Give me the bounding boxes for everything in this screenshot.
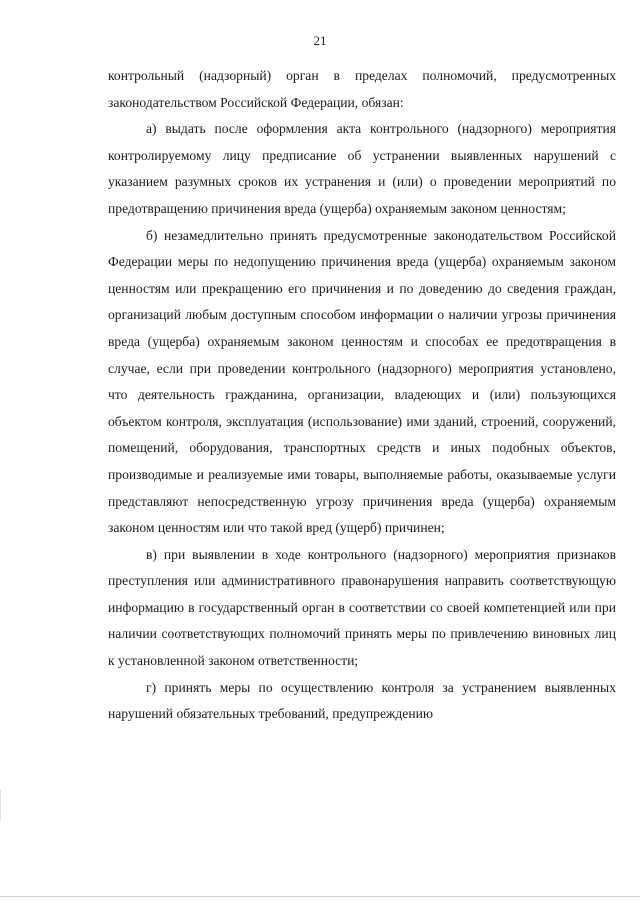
page-number: 21 — [313, 33, 327, 48]
bottom-edge-rule — [0, 896, 640, 897]
scan-margin-mark — [0, 790, 1, 820]
paragraph-item-b: б) незамедлительно принять предусмотренные законодательством Российской Федерации меры по недопущению причинения вреда (ущерба) охраняемым законом ценностям или прекращению его причинения и по доведению до сведения граждан, организаций любым доступным способом информации о наличии угрозы причинения вреда (ущерба) охраняемым законом ценностям и способах ее предотвращения в случае, если при проведении контрольного (надзорного) мероприятия установлено, что деятельность гражданина, организации, владеющих и (или) пользующихся объектом контроля, эксплуатация (использование) ими зданий, строений, сооружений, помещений, оборудования, транспортных средств и иных подобных объектов, производимые и реализуемые ими товары, выполняемые работы, оказываемые услуги представляют непосредственную угрозу причинения вреда (ущерба) охраняемым законом ценностям или что такой вред (ущерб) причинен; — [108, 227, 616, 536]
paragraph-item-v: в) при выявлении в ходе контрольного (надзорного) мероприятия признаков преступления или административного правонарушения направить соответствующую информацию в государственный орган в соответствии со своей компетенцией или при наличии соответствующих полномочий принять меры по привлечению виновных лиц к установленной законом ответственности; — [108, 546, 616, 669]
paragraph-item-g: г) принять меры по осуществлению контроля за устранением выявленных нарушений обязательных требований, предупреждению — [108, 679, 616, 722]
paragraph-item-a: а) выдать после оформления акта контрольного (надзорного) мероприятия контролируемому лицу предписание об устранении выявленных нарушений с указанием разумных сроков их устранения и (или) о проведении мероприятий по предотвращению причинения вреда (ущерба) охраняемым законом ценностям; — [108, 121, 616, 216]
document-body — [108, 63, 616, 728]
paragraph-intro: контрольный (надзорный) орган в пределах полномочий, предусмотренных законодательством Российской Федерации, обязан: — [108, 68, 616, 110]
